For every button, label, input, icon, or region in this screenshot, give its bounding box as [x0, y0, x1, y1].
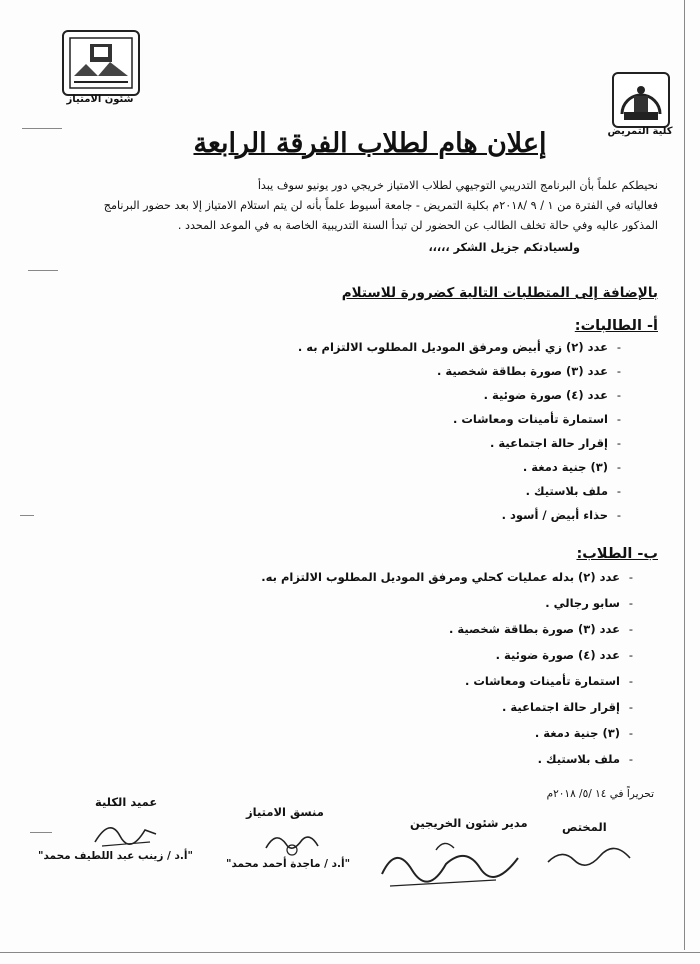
female-item: -إقرار حالة اجتماعية . — [490, 436, 622, 450]
female-item-text: عدد (٤) صورة ضوئية . — [483, 388, 608, 402]
graduates-manager-signature-icon — [376, 834, 526, 894]
female-item-text: حذاء أبيض / أسود . — [501, 508, 608, 522]
male-item: -استمارة تأمينات ومعاشات . — [464, 674, 634, 688]
female-item-text: استمارة تأمينات ومعاشات . — [452, 412, 608, 426]
female-item: -عدد (٤) صورة ضوئية . — [483, 388, 622, 402]
female-item-text: عدد (٣) صورة بطاقة شخصية . — [436, 364, 608, 378]
male-item: -(٣) جنية دمغة . — [534, 726, 634, 740]
male-item-text: (٣) جنية دمغة . — [534, 726, 620, 740]
scan-edge-line — [684, 0, 685, 950]
scan-edge-line — [0, 952, 700, 953]
scan-mark — [22, 128, 62, 129]
female-item: -عدد (٢) زي أبيض ومرفق الموديل المطلوب الالتزام به . — [297, 340, 622, 354]
female-item-text: (٣) جنية دمغة . — [522, 460, 608, 474]
female-item-text: ملف بلاستيك . — [525, 484, 608, 498]
female-heading: أ- الطالبات: — [574, 318, 658, 334]
female-item-text: عدد (٢) زي أبيض ومرفق الموديل المطلوب الالتزام به . — [297, 340, 608, 354]
male-item-text: عدد (٤) صورة ضوئية . — [495, 648, 620, 662]
female-item: -حذاء أبيض / أسود . — [501, 508, 622, 522]
internship-coordinator-name: "أ.د / ماجدة أحمد محمد" — [226, 858, 351, 870]
female-item: -استمارة تأمينات ومعاشات . — [452, 412, 622, 426]
faculty-name-label: كلية التمريض — [607, 126, 673, 137]
issue-date: تحريراً في ١٤ /٥/ ٢٠١٨م — [546, 788, 654, 800]
female-item: -ملف بلاستيك . — [525, 484, 622, 498]
thanks-line: ولسيادتكم جزيل الشكر ،،،،، — [428, 241, 580, 254]
dean-name: "أ.د / زينب عبد اللطيف محمد" — [38, 850, 193, 862]
specialist-signature-icon — [544, 842, 634, 872]
scan-mark — [28, 270, 58, 271]
male-item: -سابو رجالي . — [545, 596, 634, 610]
intro-line-1: نحيطكم علماً بأن البرنامج التدريبي التوجيهي لطلاب الامتياز خريجي دور يونيو سوف يبدأ — [257, 179, 658, 192]
emblem-icon — [64, 32, 138, 94]
male-item-text: استمارة تأمينات ومعاشات . — [464, 674, 620, 688]
university-logo — [62, 30, 140, 96]
dean-signature-icon — [90, 812, 160, 852]
intro-line-3: المذكور عاليه وفي حالة تخلف الطالب عن الحضور لن تبدأ السنة التدريبية الخاصة به في الموعد المحدد . — [177, 219, 658, 232]
male-item: -عدد (٢) بدله عمليات كحلي ومرفق الموديل المطلوب الالتزام به. — [261, 570, 634, 584]
male-item-text: سابو رجالي . — [545, 596, 620, 610]
male-item: -عدد (٣) صورة بطاقة شخصية . — [448, 622, 634, 636]
male-item-text: عدد (٣) صورة بطاقة شخصية . — [448, 622, 620, 636]
male-item: -ملف بلاستيك . — [537, 752, 634, 766]
male-item: -عدد (٤) صورة ضوئية . — [495, 648, 634, 662]
dean-title: عميد الكلية — [95, 795, 158, 809]
female-item: -(٣) جنية دمغة . — [522, 460, 622, 474]
female-item-text: إقرار حالة اجتماعية . — [490, 436, 608, 450]
faculty-logo — [612, 72, 670, 128]
graduates-manager-title: مدير شئون الخريجين — [410, 816, 528, 830]
lamp-emblem-icon — [614, 74, 668, 126]
intro-line-2: فعالياته في الفترة من ١ / ٩ /٢٠١٨م بكلية التمريض - جامعة أسيوط علماً بأنه لن يتم استلام الامتياز إلا بعد حضور البرنامج — [103, 199, 658, 212]
male-item-text: عدد (٢) بدله عمليات كحلي ومرفق الموديل المطلوب الالتزام به. — [261, 570, 620, 584]
requirements-intro: بالإضافة إلى المتطلبات التالية كضرورة للاستلام — [341, 285, 658, 301]
male-item-text: ملف بلاستيك . — [537, 752, 620, 766]
coordinator-signature-icon — [262, 826, 322, 858]
internship-affairs-label: شئون الامتياز — [66, 94, 134, 105]
specialist-title: المختص — [562, 820, 607, 834]
scan-mark — [30, 832, 52, 833]
female-item: -عدد (٣) صورة بطاقة شخصية . — [436, 364, 622, 378]
male-item-text: إقرار حالة اجتماعية . — [502, 700, 620, 714]
internship-coordinator-title: منسق الامتياز — [246, 805, 324, 819]
scan-mark — [20, 515, 34, 516]
male-heading: ب- الطلاب: — [576, 546, 658, 562]
male-item: -إقرار حالة اجتماعية . — [502, 700, 634, 714]
announcement-title: إعلان هام لطلاب الفرقة الرابعة — [193, 128, 547, 159]
